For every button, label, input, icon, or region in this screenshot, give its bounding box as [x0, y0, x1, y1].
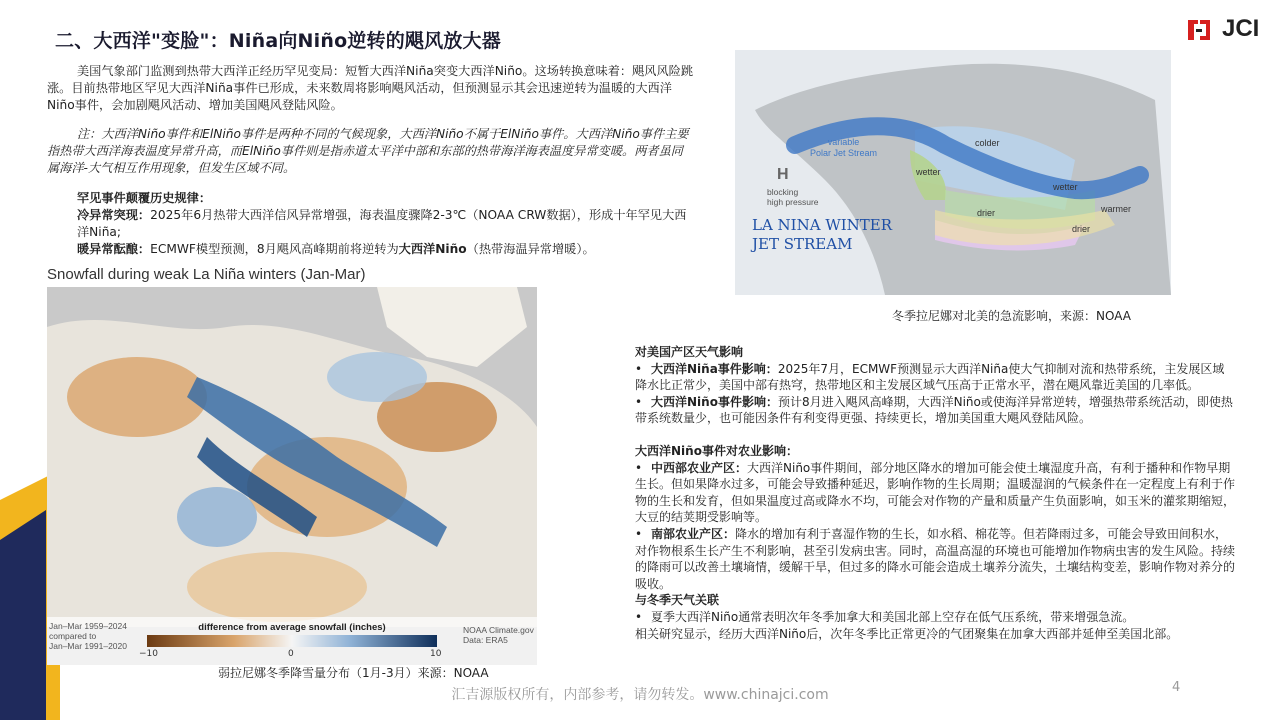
snowfall-legend-mid: 0 [288, 649, 294, 659]
intro-paragraph: 美国气象部门监测到热带大西洋正经历罕见变局：短暂大西洋Niña突变大西洋Niño。这场转换意味着：飓风风险跳涨。目前热带地区罕见大西洋Niña事件已形成，未来数周将影响飓风活动，但预测显示其会迅速逆转为温暖的大西洋Niño事件，会加剧飓风活动、增加美国飓风登陆风险。 [47, 64, 694, 112]
rule-cold [47, 207, 693, 241]
rules-block [47, 190, 693, 258]
page-number: 4 [1172, 680, 1181, 695]
jet-big-title: LA NINA WINTER JET STREAM [752, 216, 893, 253]
jet-stream-caption: 冬季拉尼娜对北美的急流影响，来源：NOAA [892, 309, 1131, 323]
snowfall-credit: NOAA Climate.gov Data: ERA5 [463, 625, 534, 645]
jet-stream-map-image [735, 50, 1171, 295]
jet-colder-label: colder [975, 138, 1000, 148]
jet-stream-map [735, 50, 1171, 295]
rule-warm-label: 暖异常酝酿： [77, 242, 151, 256]
rule-cold-label: 冷异常突现： [77, 208, 151, 222]
jet-h-label: H [777, 166, 789, 183]
bullet-dot: • [635, 361, 643, 376]
snowfall-map-image [47, 287, 537, 665]
rule-warm-bold: 大西洋Niño [398, 242, 467, 256]
bullet-midwest: • 中西部农业产区：大西洋Niño事件期间，部分地区降水的增加可能会使土壤湿度升高，有利于播种和作物早期生长。但如果降水过多，可能会导致播种延迟，影响作物的生长周期；温暖湿润的气候条件在一定程度上有利于作物的生长和发育，但如果温度过高或降水不均，可能会对作物的产量和质量产生负面影响，如玉米的灌浆期缩短，大豆的结荚期受影响等。 [635, 460, 1236, 525]
snowfall-legend-bar [147, 635, 437, 647]
snowfall-legend-min: −10 [139, 649, 158, 659]
jet-drier-label-1: drier [977, 208, 996, 218]
jet-drier-label-2: drier [1072, 224, 1091, 234]
jet-warmer-label: warmer [1101, 204, 1132, 214]
jet-blocking-label: blocking high pressure [767, 187, 819, 207]
bullet-dot: • [635, 394, 643, 409]
snowfall-caption: 弱拉尼娜冬季降雪量分布（1月-3月）来源：NOAA [218, 666, 489, 680]
us-weather-heading: 对美国产区天气影响 [635, 345, 744, 359]
rule-warm-text-a: ECMWF模型预测，8月飓风高峰期前将逆转为 [150, 242, 399, 256]
snowfall-map [47, 287, 537, 665]
logo-text: JCI [1222, 15, 1260, 42]
winter-heading: 与冬季天气关联 [635, 593, 720, 608]
snowfall-map-title: Snowfall during weak La Niña winters (Jan-Mar) [47, 266, 366, 283]
bullet-dot: • [635, 526, 643, 541]
jet-polar-label: variable Polar Jet Stream [810, 137, 878, 158]
rule-cold-text: 2025年6月热带大西洋信风异常增强，海表温度骤降2-3℃（NOAA CRW数据），形成十年罕见大西洋Niña; [77, 208, 687, 239]
rules-heading: 罕见事件颠覆历史规律： [77, 191, 212, 205]
bullet-dot: • [635, 460, 643, 475]
snowfall-legend-max: 10 [430, 649, 442, 659]
snowfall-foot-left: Jan–Mar 1959–2024 compared to Jan–Mar 1991–2020 [49, 621, 127, 651]
jet-wetter-label-2: wetter [1053, 182, 1078, 192]
footer-copyright: 汇吉源版权所有，内部参考，请勿转发。www.chinajci.com [451, 687, 829, 703]
agri-heading: 大西洋Niño事件对农业影响： [635, 443, 798, 458]
snowfall-legend-title: difference from average snowfall (inches) [198, 622, 386, 633]
winter-research-paragraph: 相关研究显示，经历大西洋Niño后，次年冬季比正常更冷的气团聚集在加拿大西部并延伸至美国北部。 [635, 626, 1179, 641]
note-paragraph: 注：大西洋Niño事件和ElNiño事件是两种不同的气候现象，大西洋Niño不属于ElNiño事件。大西洋Niño事件主要指热带大西洋海表温度异常升高，而ElNiño事件则是指赤道太平洋中部和东部的热带海洋海表温度异常变暖。两者虽同属海洋-大气相互作用现象，但发生区域不同。 [47, 127, 689, 175]
right-text-block [635, 344, 1236, 642]
page-title: 二、大西洋"变脸"：Niña向Niño逆转的飓风放大器 [55, 30, 501, 52]
bullet-winter: • 夏季大西洋Niño通常表明次年冬季加拿大和美国北部上空存在低气压系统，带来增强急流。 [635, 609, 1135, 624]
bullet-dot: • [635, 609, 643, 624]
jet-wetter-label-1: wetter [916, 167, 941, 177]
rule-warm [47, 241, 693, 258]
rule-warm-text-b: （热带海温异常增暖）。 [466, 242, 595, 256]
bullet-nino-impact: • 大西洋Niño事件影响：预计8月进入飓风高峰期，大西洋Niño或使海洋异常逆转，增强热带系统活动，即使热带系统数量少，也可能因条件有利变得更强、持续更长，增加美国重大飓风登陆风险。 [635, 394, 1233, 426]
bullet-south: • 南部农业产区：降水的增加有利于喜湿作物的生长，如水稻、棉花等。但若降雨过多，可能会导致田间积水，对作物根系生长产生不利影响，甚至引发病虫害。同时，高温高湿的环境也可能增加作物病虫害的发生风险。持续的降雨可以改善土壤墒情，缓解干旱，但过多的降水可能会造成土壤养分流失，土壤结构变差，影响作物对养分的吸收。 [635, 526, 1236, 591]
bullet-nina-impact: • 大西洋Niña事件影响：2025年7月，ECMWF预测显示大西洋Niña使大气抑制对流和热带系统，主发展区域降水比正常少，美国中部有热穹，热带地区和主发展区域气压高于正常水平，潜在飓风靠近美国的几率低。 [635, 361, 1225, 393]
